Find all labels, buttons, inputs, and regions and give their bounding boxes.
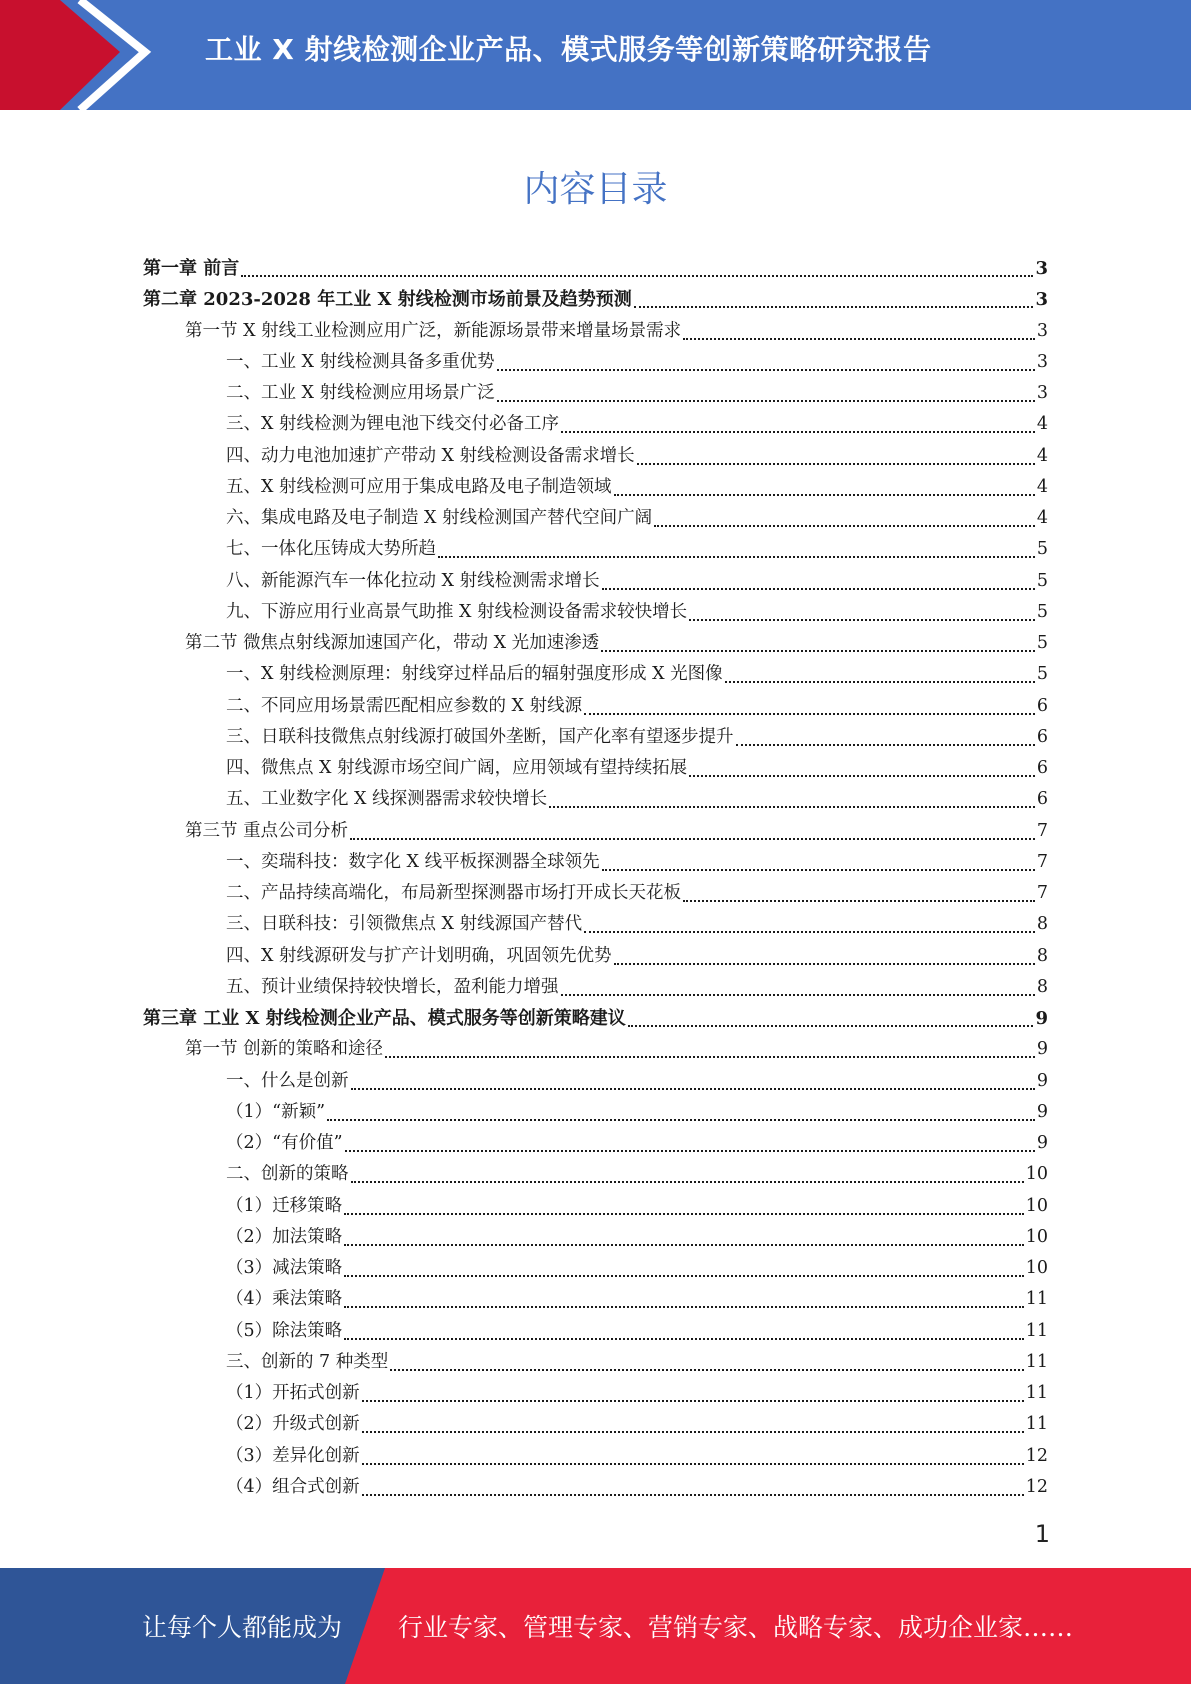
dot-leader bbox=[438, 555, 1035, 558]
toc-entry-label: （4）组合式创新 bbox=[226, 1476, 360, 1497]
dot-leader bbox=[344, 1243, 1024, 1246]
toc-entry[interactable] bbox=[226, 441, 1048, 472]
dot-leader bbox=[344, 1212, 1024, 1215]
toc-entry-label: 四、X 射线源研发与扩产计划明确，巩固领先优势 bbox=[226, 945, 612, 966]
dot-leader bbox=[344, 1337, 1024, 1340]
toc-entry[interactable] bbox=[226, 1472, 1048, 1503]
toc-entry-page: 6 bbox=[1036, 789, 1048, 810]
toc-entry-page: 11 bbox=[1025, 1414, 1048, 1435]
toc-entry-page: 7 bbox=[1036, 851, 1048, 872]
dot-leader bbox=[689, 774, 1035, 777]
toc-entry-page: 10 bbox=[1025, 1258, 1048, 1279]
dot-leader bbox=[725, 680, 1035, 683]
toc-entry-label: （1）“新颖” bbox=[226, 1101, 326, 1122]
toc-entry-page: 5 bbox=[1036, 539, 1048, 560]
toc-entry-label: 九、下游应用行业高景气助推 X 射线检测设备需求较快增长 bbox=[226, 601, 688, 622]
dot-leader bbox=[345, 1149, 1035, 1152]
toc-entry-page: 9 bbox=[1036, 1101, 1048, 1122]
toc-entry-page: 10 bbox=[1025, 1195, 1048, 1216]
footer-slogan-right: 行业专家、管理专家、营销专家、战略专家、成功企业家…… bbox=[398, 1613, 1074, 1642]
dot-leader bbox=[362, 1493, 1024, 1496]
dot-leader bbox=[390, 1368, 1023, 1371]
toc-entry-label: （3）减法策略 bbox=[226, 1258, 343, 1279]
toc-entry-page: 4 bbox=[1036, 476, 1048, 497]
footer-slogan-left: 让每个人都能成为 bbox=[142, 1613, 343, 1642]
toc-entry-page: 6 bbox=[1036, 726, 1048, 747]
toc-entry-label: 二、不同应用场景需匹配相应参数的 X 射线源 bbox=[226, 695, 583, 716]
dot-leader bbox=[614, 493, 1035, 496]
toc-entry-label: 第一节 创新的策略和途径 bbox=[185, 1039, 384, 1060]
toc-entry[interactable] bbox=[226, 1191, 1048, 1222]
toc-entry-page: 9 bbox=[1035, 1008, 1048, 1030]
toc-entry[interactable] bbox=[226, 1347, 1048, 1378]
toc-entry-page: 10 bbox=[1025, 1164, 1048, 1185]
toc-entry-page: 12 bbox=[1025, 1476, 1048, 1497]
dot-leader bbox=[497, 368, 1035, 371]
toc-entry-label: 第三节 重点公司分析 bbox=[185, 820, 349, 841]
toc-entry-page: 3 bbox=[1036, 383, 1048, 404]
toc-entry[interactable] bbox=[226, 878, 1048, 909]
dot-leader bbox=[584, 712, 1035, 715]
toc-entry-page: 11 bbox=[1025, 1320, 1048, 1341]
dot-leader bbox=[601, 649, 1035, 652]
dot-leader bbox=[350, 837, 1035, 840]
toc-entry[interactable] bbox=[185, 816, 1048, 847]
toc-entry-label: 二、创新的策略 bbox=[226, 1164, 349, 1185]
toc-entry-page: 11 bbox=[1025, 1351, 1048, 1372]
table-of-contents bbox=[0, 253, 1191, 1503]
toc-entry[interactable] bbox=[226, 1409, 1048, 1440]
toc-entry-label: 三、创新的 7 种类型 bbox=[226, 1351, 389, 1372]
toc-entry-label: 一、X 射线检测原理：射线穿过样品后的辐射强度形成 X 光图像 bbox=[226, 664, 723, 685]
toc-entry-page: 7 bbox=[1036, 883, 1048, 904]
toc-entry[interactable] bbox=[226, 1441, 1048, 1472]
toc-entry[interactable] bbox=[226, 378, 1048, 409]
toc-entry-page: 9 bbox=[1036, 1039, 1048, 1060]
toc-entry-label: （2）升级式创新 bbox=[226, 1414, 360, 1435]
toc-entry[interactable] bbox=[226, 847, 1048, 878]
toc-heading: 内容目录 bbox=[523, 169, 668, 210]
toc-entry-label: 第二节 微焦点射线源加速国产化，带动 X 光加速渗透 bbox=[185, 633, 600, 654]
toc-entry-label: 第一节 X 射线工业检测应用广泛，新能源场景带来增量场景需求 bbox=[185, 320, 682, 341]
toc-entry-label: （4）乘法策略 bbox=[226, 1289, 343, 1310]
toc-entry[interactable] bbox=[226, 597, 1048, 628]
toc-entry-label: 五、预计业绩保持较快增长，盈利能力增强 bbox=[226, 976, 559, 997]
toc-entry[interactable] bbox=[226, 566, 1048, 597]
toc-entry-label: 三、日联科技微焦点射线源打破国外垄断，国产化率有望逐步提升 bbox=[226, 726, 734, 747]
toc-entry[interactable] bbox=[226, 1066, 1048, 1097]
toc-entry-label: 一、什么是创新 bbox=[226, 1070, 349, 1091]
toc-entry-page: 4 bbox=[1036, 445, 1048, 466]
toc-entry-page: 12 bbox=[1025, 1445, 1048, 1466]
toc-entry[interactable] bbox=[226, 534, 1048, 565]
dot-leader bbox=[628, 1024, 1034, 1027]
toc-entry-label: 五、工业数字化 X 线探测器需求较快增长 bbox=[226, 789, 548, 810]
dot-leader bbox=[602, 587, 1035, 590]
toc-entry-label: 七、一体化压铸成大势所趋 bbox=[226, 539, 436, 560]
page-number: 1 bbox=[1034, 1520, 1050, 1548]
toc-entry[interactable] bbox=[185, 628, 1048, 659]
toc-entry[interactable] bbox=[226, 909, 1048, 940]
toc-entry-label: 四、动力电池加速扩产带动 X 射线检测设备需求增长 bbox=[226, 445, 635, 466]
dot-leader bbox=[344, 1274, 1024, 1277]
toc-entry[interactable] bbox=[185, 316, 1048, 347]
toc-entry-page: 3 bbox=[1036, 351, 1048, 372]
toc-entry-label: （2）加法策略 bbox=[226, 1226, 343, 1247]
toc-entry-page: 6 bbox=[1036, 695, 1048, 716]
dot-leader bbox=[683, 899, 1035, 902]
toc-entry[interactable] bbox=[226, 472, 1048, 503]
toc-entry[interactable] bbox=[226, 1378, 1048, 1409]
toc-entry-page: 9 bbox=[1036, 1133, 1048, 1154]
toc-entry[interactable] bbox=[226, 972, 1048, 1003]
dot-leader bbox=[385, 1055, 1035, 1058]
toc-entry-page: 5 bbox=[1036, 601, 1048, 622]
toc-entry-page: 3 bbox=[1035, 289, 1048, 311]
toc-entry-page: 5 bbox=[1036, 570, 1048, 591]
toc-entry-page: 6 bbox=[1036, 758, 1048, 779]
dot-leader bbox=[634, 305, 1034, 308]
toc-entry-label: 二、产品持续高端化，布局新型探测器市场打开成长天花板 bbox=[226, 883, 681, 904]
toc-entry-page: 7 bbox=[1036, 820, 1048, 841]
toc-entry[interactable] bbox=[226, 784, 1048, 815]
dot-leader bbox=[561, 993, 1035, 996]
dot-leader bbox=[584, 930, 1035, 933]
dot-leader bbox=[602, 868, 1035, 871]
dot-leader bbox=[736, 743, 1035, 746]
dot-leader bbox=[351, 1180, 1024, 1183]
toc-entry-label: （5）除法策略 bbox=[226, 1320, 343, 1341]
toc-entry[interactable] bbox=[226, 753, 1048, 784]
toc-entry-page: 3 bbox=[1035, 258, 1048, 280]
toc-entry-page: 11 bbox=[1025, 1383, 1048, 1404]
dot-leader bbox=[561, 430, 1035, 433]
dot-leader bbox=[549, 805, 1035, 808]
toc-entry-label: （3）差异化创新 bbox=[226, 1445, 360, 1466]
dot-leader bbox=[241, 274, 1033, 277]
toc-entry[interactable] bbox=[226, 1159, 1048, 1190]
toc-entry-label: 第一章 前言 bbox=[143, 258, 240, 280]
dot-leader bbox=[344, 1305, 1024, 1308]
footer-banner bbox=[0, 1568, 1191, 1684]
dot-leader bbox=[497, 399, 1035, 402]
header-banner bbox=[0, 0, 1191, 110]
toc-entry-label: 第三章 工业 X 射线检测企业产品、模式服务等创新策略建议 bbox=[143, 1008, 626, 1030]
toc-entry[interactable] bbox=[226, 1222, 1048, 1253]
dot-leader bbox=[683, 337, 1035, 340]
toc-entry[interactable] bbox=[226, 1128, 1048, 1159]
dot-leader bbox=[654, 524, 1035, 527]
toc-entry[interactable] bbox=[226, 347, 1048, 378]
toc-entry-page: 10 bbox=[1025, 1226, 1048, 1247]
toc-entry-label: 三、X 射线检测为锂电池下线交付必备工序 bbox=[226, 414, 560, 435]
toc-entry[interactable] bbox=[143, 284, 1048, 315]
report-title: 工业 X 射线检测企业产品、模式服务等创新策略研究报告 bbox=[205, 33, 932, 66]
toc-entry[interactable] bbox=[143, 1003, 1048, 1034]
dot-leader bbox=[362, 1430, 1024, 1433]
dot-leader bbox=[351, 1087, 1035, 1090]
toc-entry[interactable] bbox=[226, 1253, 1048, 1284]
dot-leader bbox=[362, 1462, 1024, 1465]
toc-entry-label: （1）迁移策略 bbox=[226, 1195, 343, 1216]
toc-entry-label: （1）开拓式创新 bbox=[226, 1383, 360, 1404]
toc-entry[interactable] bbox=[226, 941, 1048, 972]
toc-entry[interactable] bbox=[226, 1316, 1048, 1347]
dot-leader bbox=[689, 618, 1035, 621]
toc-entry-label: 六、集成电路及电子制造 X 射线检测国产替代空间广阔 bbox=[226, 508, 653, 529]
toc-entry-page: 11 bbox=[1025, 1289, 1048, 1310]
toc-entry-page: 4 bbox=[1036, 414, 1048, 435]
toc-entry-page: 4 bbox=[1036, 508, 1048, 529]
toc-entry-page: 8 bbox=[1036, 976, 1048, 997]
toc-entry-label: 一、工业 X 射线检测具备多重优势 bbox=[226, 351, 495, 372]
toc-entry-page: 8 bbox=[1036, 945, 1048, 966]
toc-entry[interactable] bbox=[226, 722, 1048, 753]
toc-entry-label: 三、日联科技：引领微焦点 X 射线源国产替代 bbox=[226, 914, 583, 935]
toc-entry-page: 8 bbox=[1036, 914, 1048, 935]
toc-entry-label: 一、奕瑞科技：数字化 X 线平板探测器全球领先 bbox=[226, 851, 600, 872]
dot-leader bbox=[362, 1399, 1024, 1402]
toc-entry-page: 5 bbox=[1036, 664, 1048, 685]
toc-entry[interactable] bbox=[226, 691, 1048, 722]
toc-entry-label: 第二章 2023-2028 年工业 X 射线检测市场前景及趋势预测 bbox=[143, 289, 632, 311]
toc-entry-label: 八、新能源汽车一体化拉动 X 射线检测需求增长 bbox=[226, 570, 600, 591]
toc-entry[interactable] bbox=[143, 253, 1048, 284]
toc-entry[interactable] bbox=[226, 1284, 1048, 1315]
dot-leader bbox=[637, 462, 1035, 465]
toc-entry-label: 五、X 射线检测可应用于集成电路及电子制造领域 bbox=[226, 476, 612, 497]
toc-entry[interactable] bbox=[226, 503, 1048, 534]
toc-entry-page: 9 bbox=[1036, 1070, 1048, 1091]
toc-entry[interactable] bbox=[226, 659, 1048, 690]
toc-entry[interactable] bbox=[226, 409, 1048, 440]
dot-leader bbox=[614, 962, 1035, 965]
toc-entry-label: 二、工业 X 射线检测应用场景广泛 bbox=[226, 383, 495, 404]
dot-leader bbox=[327, 1118, 1035, 1121]
toc-entry[interactable] bbox=[226, 1097, 1048, 1128]
toc-entry-page: 5 bbox=[1036, 633, 1048, 654]
toc-entry-label: （2）“有价值” bbox=[226, 1133, 343, 1154]
toc-entry[interactable] bbox=[185, 1034, 1048, 1065]
toc-entry-page: 3 bbox=[1036, 320, 1048, 341]
toc-entry-label: 四、微焦点 X 射线源市场空间广阔，应用领域有望持续拓展 bbox=[226, 758, 688, 779]
